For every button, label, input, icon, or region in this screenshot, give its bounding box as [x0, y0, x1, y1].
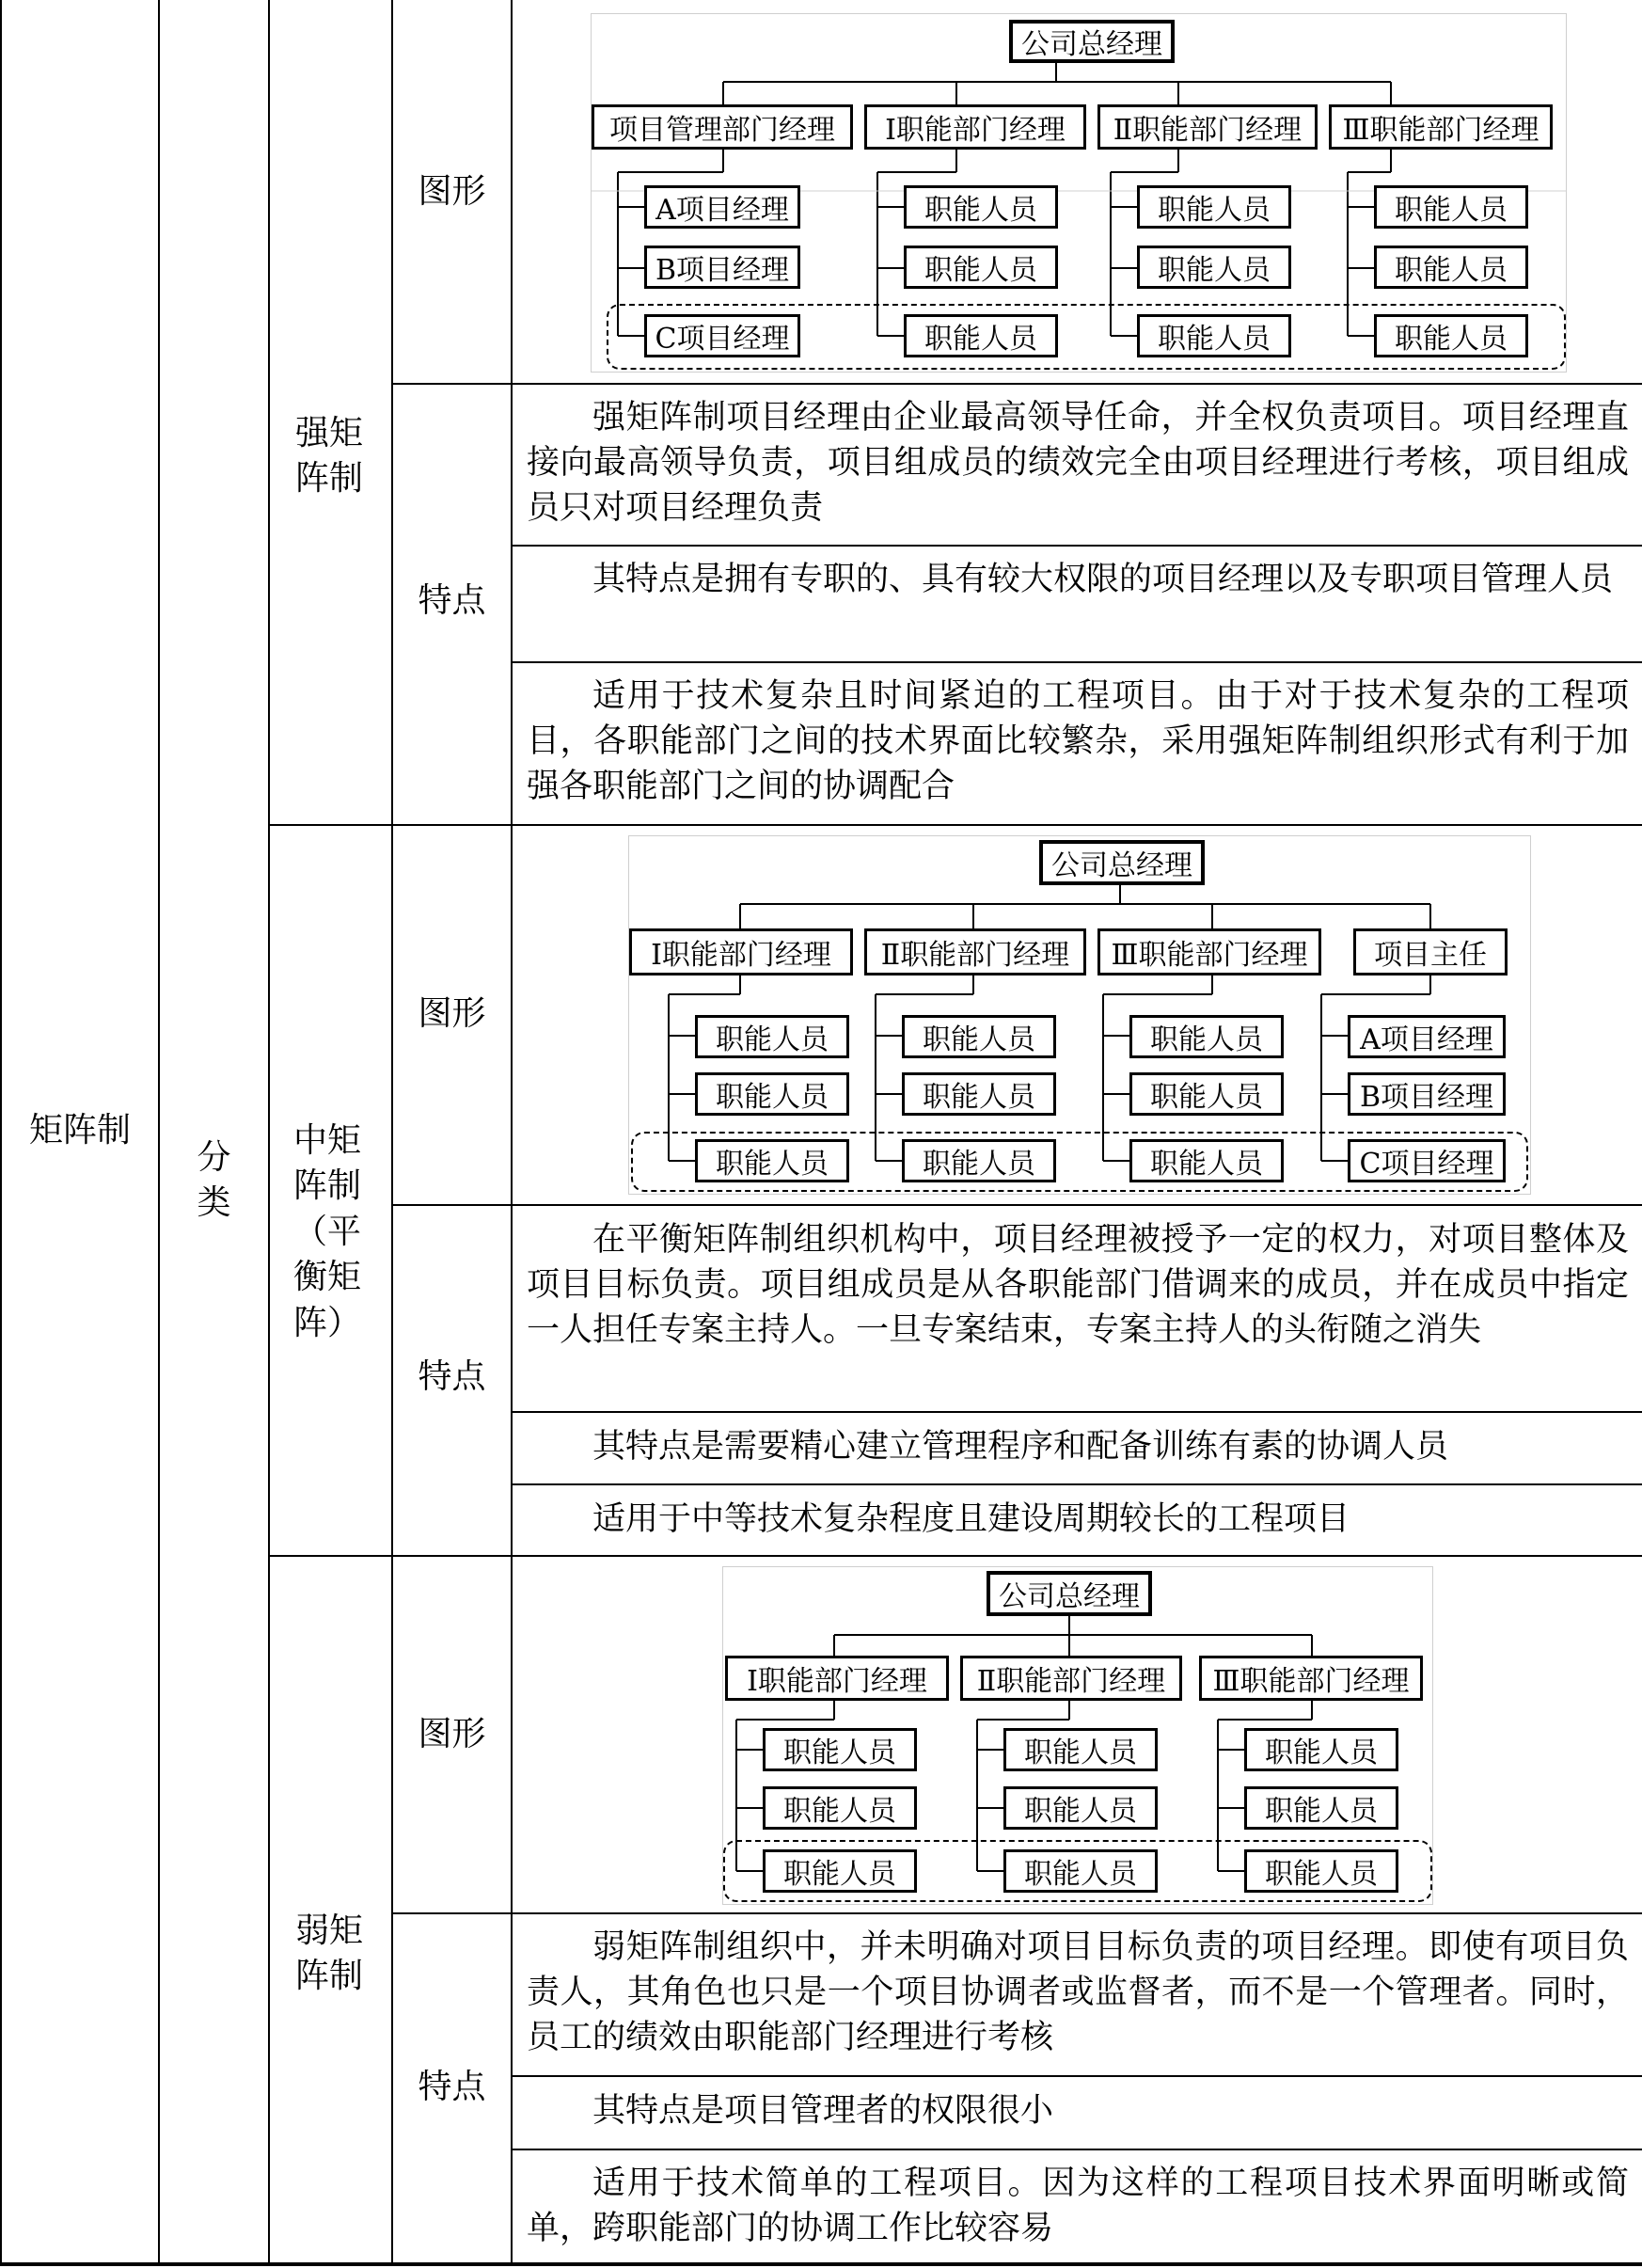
strong-feature-divider-2 — [511, 661, 1642, 663]
weak-staff-1-1: 职能人员 — [763, 1728, 917, 1771]
strong-dept-1: 项目管理部门经理 — [592, 104, 853, 150]
balanced-figure-divider — [391, 1204, 1642, 1206]
weak-dept-1: Ⅰ职能部门经理 — [725, 1656, 949, 1701]
strong-pm-c: C项目经理 — [644, 314, 800, 357]
weak-dept-2: Ⅱ职能部门经理 — [960, 1656, 1182, 1701]
balanced-staff-3-1: 职能人员 — [1129, 1015, 1284, 1058]
table-border-bottom — [0, 2262, 1642, 2266]
column-divider-3 — [391, 0, 393, 2265]
strong-staff-2-3: 职能人员 — [1137, 314, 1291, 357]
strong-figure-label: 图形 — [418, 172, 486, 211]
weak-staff-3-1: 职能人员 — [1244, 1728, 1398, 1771]
balanced-staff-3-2: 职能人员 — [1129, 1072, 1284, 1116]
weak-figure-divider — [391, 1912, 1642, 1914]
balanced-feature-3: 适用于中等技术复杂程度且建设周期较长的工程项目 — [592, 1500, 1350, 1538]
strong-matrix-label — [282, 365, 376, 502]
weak-staff-3-3: 职能人员 — [1244, 1849, 1398, 1893]
balanced-project-team-outline — [631, 1132, 1528, 1192]
balanced-feature-divider-2 — [511, 1483, 1642, 1485]
balanced-staff-3-3: 职能人员 — [1129, 1139, 1284, 1182]
strong-staff-2-2: 职能人员 — [1137, 246, 1291, 289]
section-divider-balanced-weak — [268, 1555, 1642, 1557]
column-divider-2 — [268, 0, 270, 2265]
balanced-feature-1: 在平衡矩阵制组织机构中，项目经理被授予一定的权力，对项目整体及项目目标负责。项目组成员是从各职能部门借调来的成员，并在成员中指定一人担任专案主持人。一旦专案结束，专案主持人的头衔随之消失 — [527, 1221, 1629, 1349]
weak-staff-2-1: 职能人员 — [1003, 1728, 1158, 1771]
weak-feature-divider-2 — [511, 2149, 1642, 2150]
weak-chart-top: 公司总经理 — [987, 1571, 1152, 1616]
column-divider-4 — [511, 0, 513, 2265]
matrix-label: 矩阵制 — [28, 1111, 131, 1150]
balanced-pm-a: A项目经理 — [1348, 1015, 1506, 1058]
balanced-dept-1: Ⅰ职能部门经理 — [629, 928, 853, 975]
balanced-feature-2: 其特点是需要精心建立管理程序和配备训练有素的协调人员 — [592, 1428, 1449, 1466]
balanced-features-label: 特点 — [418, 1357, 486, 1396]
weak-feature-divider-1 — [511, 2075, 1642, 2077]
weak-staff-1-3: 职能人员 — [763, 1849, 917, 1893]
balanced-staff-2-1: 职能人员 — [902, 1015, 1056, 1058]
balanced-org-chart — [628, 835, 1531, 1195]
weak-staff-2-2: 职能人员 — [1003, 1786, 1158, 1830]
balanced-dept-4: 项目主任 — [1353, 928, 1508, 975]
strong-pm-a: A项目经理 — [644, 185, 800, 229]
section-divider-strong-balanced — [268, 824, 1642, 826]
balanced-pm-c: C项目经理 — [1348, 1139, 1506, 1182]
strong-features-label: 特点 — [418, 581, 486, 620]
strong-staff-1-1: 职能人员 — [904, 185, 1058, 229]
weak-feature-1: 弱矩阵制组织中，并未明确对项目目标负责的项目经理。即使有项目负责人，其角色也只是一个项目协调者或监督者，而不是一个管理者。同时，员工的绩效由职能部门经理进行考核 — [527, 1928, 1629, 2056]
balanced-dept-2: Ⅱ职能部门经理 — [864, 928, 1086, 975]
weak-features-label: 特点 — [418, 2068, 486, 2106]
strong-feature-2: 其特点是拥有专职的、具有较大权限的项目经理以及专职项目管理人员 — [592, 561, 1614, 598]
weak-matrix-text: 弱矩阵制 — [294, 1911, 363, 1996]
balanced-pm-b: B项目经理 — [1348, 1072, 1506, 1116]
weak-feature-3: 适用于技术简单的工程项目。因为这样的工程项目技术界面明晰或简单，跨职能部门的协调工作比较容易 — [527, 2165, 1629, 2247]
weak-feature-2: 其特点是项目管理者的权限很小 — [592, 2092, 1054, 2130]
balanced-staff-2-2: 职能人员 — [902, 1072, 1056, 1116]
weak-staff-1-2: 职能人员 — [763, 1786, 917, 1830]
weak-dept-3: Ⅲ职能部门经理 — [1199, 1656, 1423, 1701]
balanced-chart-top: 公司总经理 — [1039, 840, 1205, 885]
strong-staff-3-3: 职能人员 — [1374, 314, 1528, 357]
strong-pm-b: B项目经理 — [644, 246, 800, 289]
strong-staff-3-1: 职能人员 — [1374, 185, 1528, 229]
strong-org-chart — [591, 13, 1567, 373]
strong-staff-1-2: 职能人员 — [904, 246, 1058, 289]
weak-matrix-label — [282, 1863, 376, 2000]
strong-staff-1-3: 职能人员 — [904, 314, 1058, 357]
balanced-dept-3: Ⅲ职能部门经理 — [1097, 928, 1321, 975]
balanced-staff-1-3: 职能人员 — [695, 1139, 849, 1182]
strong-matrix-text: 强矩阵制 — [294, 413, 363, 499]
balanced-matrix-text: 中矩阵制（平衡矩阵） — [293, 1120, 362, 1342]
weak-staff-3-2: 职能人员 — [1244, 1786, 1398, 1830]
balanced-staff-1-2: 职能人员 — [695, 1072, 849, 1116]
balanced-staff-1-1: 职能人员 — [695, 1015, 849, 1058]
classification-text: 分类 — [197, 1137, 231, 1223]
strong-figure-divider — [391, 383, 1642, 385]
balanced-figure-label: 图形 — [418, 994, 486, 1033]
balanced-staff-2-3: 职能人员 — [902, 1139, 1056, 1182]
strong-dept-3: Ⅱ职能部门经理 — [1097, 104, 1318, 150]
strong-feature-1: 强矩阵制项目经理由企业最高领导任命，并全权负责项目。项目经理直接向最高领导负责，项目组成员的绩效完全由项目经理进行考核，项目组成员只对项目经理负责 — [527, 399, 1629, 527]
strong-chart-top: 公司总经理 — [1009, 20, 1175, 63]
strong-feature-divider-1 — [511, 545, 1642, 547]
strong-staff-3-2: 职能人员 — [1374, 246, 1528, 289]
classification-label — [160, 1089, 268, 1227]
weak-project-team-outline — [723, 1840, 1432, 1902]
strong-dept-4: Ⅲ职能部门经理 — [1329, 104, 1553, 150]
strong-feature-3: 适用于技术复杂且时间紧迫的工程项目。由于对于技术复杂的工程项目，各职能部门之间的技术界面比较繁杂，采用强矩阵制组织形式有利于加强各职能部门之间的协调配合 — [527, 677, 1629, 805]
weak-staff-2-3: 职能人员 — [1003, 1849, 1158, 1893]
weak-org-chart — [722, 1566, 1433, 1905]
strong-project-team-outline — [607, 304, 1566, 370]
strong-staff-2-1: 职能人员 — [1137, 185, 1291, 229]
strong-dept-2: Ⅰ职能部门经理 — [864, 104, 1086, 150]
balanced-feature-divider-1 — [511, 1411, 1642, 1413]
weak-figure-label: 图形 — [418, 1715, 486, 1753]
balanced-matrix-label — [282, 1072, 376, 1347]
